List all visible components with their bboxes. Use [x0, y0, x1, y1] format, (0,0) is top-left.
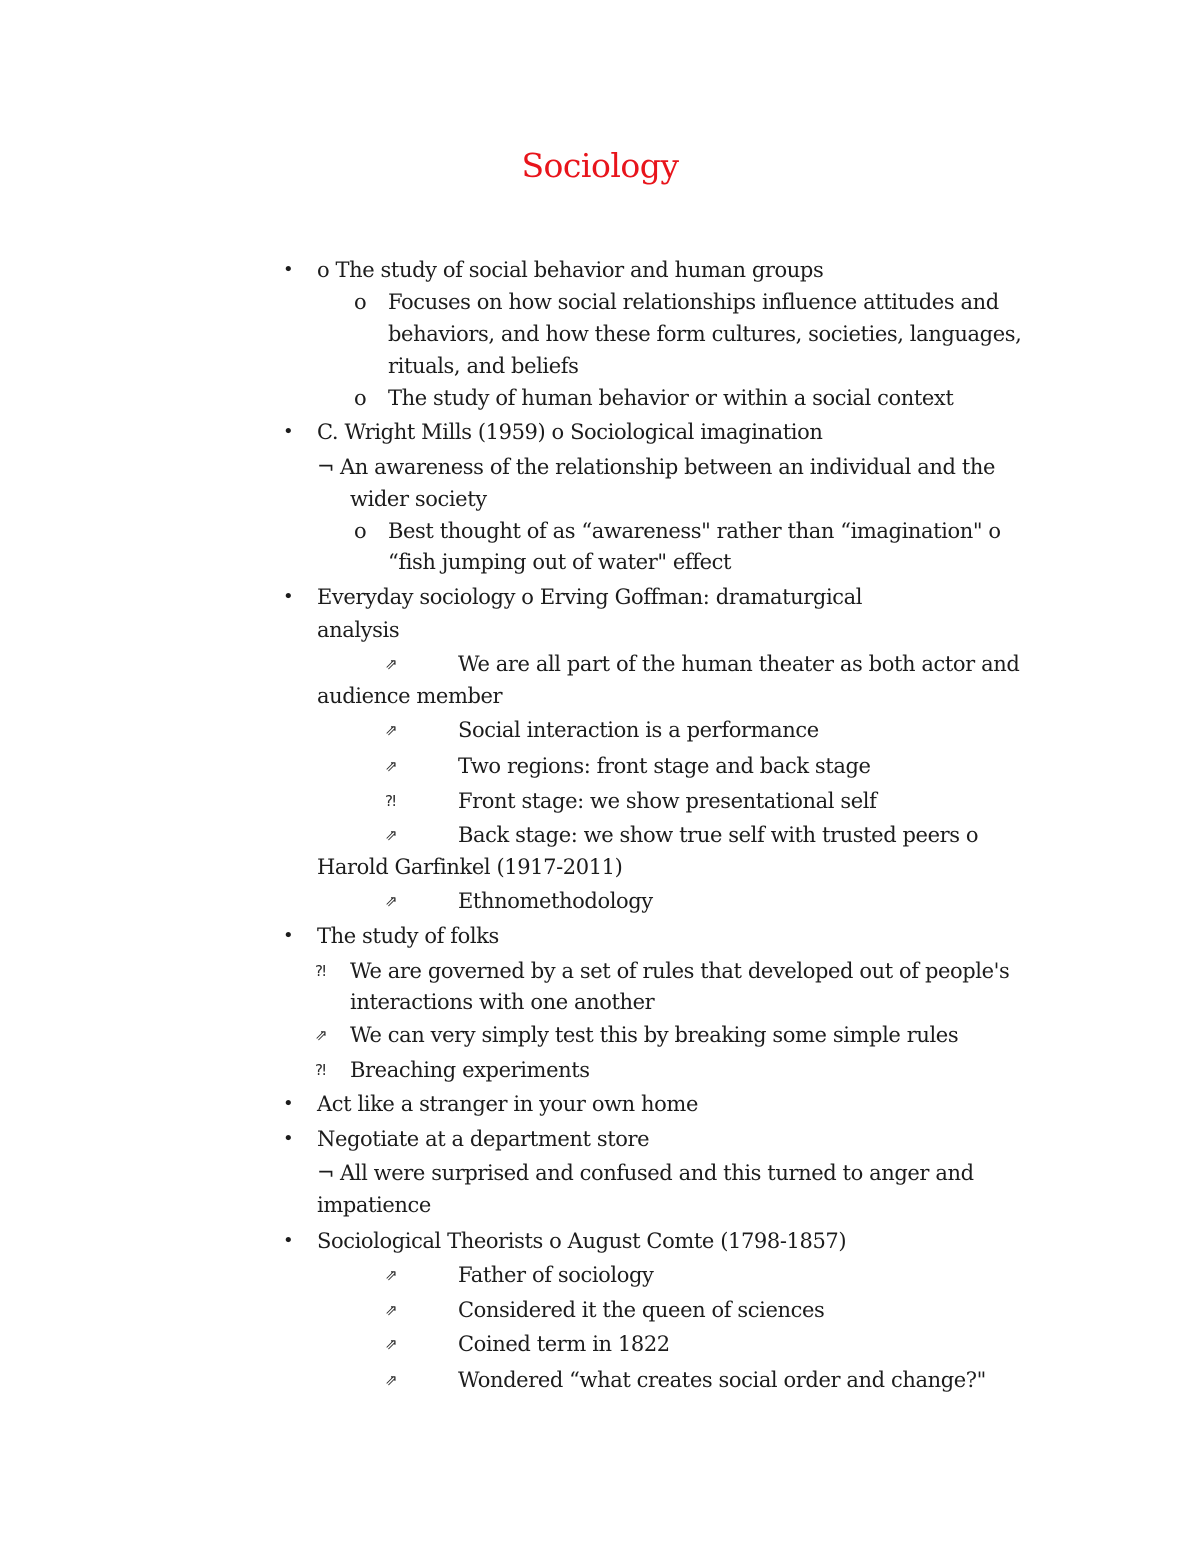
text-line: Sociological Theorists o August Comte (1798-1857): [317, 1229, 847, 1253]
arrow-marker: ⇗: [385, 1371, 398, 1389]
text-line: impatience: [317, 1193, 431, 1217]
arrow-marker: ⇗: [385, 757, 398, 775]
text-line: Harold Garfinkel (1917-2011): [317, 855, 623, 879]
text-line: Focuses on how social relationships influence attitudes and: [388, 290, 999, 314]
not-marker: ¬: [317, 1161, 335, 1185]
arrow-marker: ⇗: [385, 1266, 398, 1284]
text-line: Front stage: we show presentational self: [458, 789, 877, 813]
arrow-marker: ⇗: [385, 1301, 398, 1319]
text-line: rituals, and beliefs: [388, 354, 579, 378]
bullet-marker: •: [283, 259, 294, 280]
bullet-marker: •: [283, 586, 294, 607]
bullet-marker: •: [283, 1128, 294, 1149]
text-line: audience member: [317, 684, 503, 708]
arrow-marker: ⇗: [315, 1026, 328, 1044]
text-line: Wondered “what creates social order and change?": [458, 1368, 986, 1392]
arrow-marker: ⇗: [385, 892, 398, 910]
bullet-marker: •: [283, 1093, 294, 1114]
text-line: We can very simply test this by breaking some simple rules: [350, 1023, 959, 1047]
not-marker: ¬: [317, 455, 335, 479]
text-line: analysis: [317, 618, 400, 642]
text-line: wider society: [350, 487, 487, 511]
text-line: behaviors, and how these form cultures, societies, languages,: [388, 322, 1022, 346]
bullet-marker: •: [283, 925, 294, 946]
text-line: Breaching experiments: [350, 1058, 590, 1082]
text-line: The study of human behavior or within a social context: [388, 386, 954, 410]
arrow-marker: ⇗: [385, 1335, 398, 1353]
text-line: Father of sociology: [458, 1263, 654, 1287]
arrow-marker: ⇗: [385, 655, 398, 673]
sub-marker: o: [354, 386, 367, 410]
question-marker: ⁈: [315, 962, 326, 980]
text-line: Considered it the queen of sciences: [458, 1298, 825, 1322]
text-line: The study of folks: [317, 924, 499, 948]
text-line: Ethnomethodology: [458, 889, 653, 913]
text-line: Act like a stranger in your own home: [317, 1092, 698, 1116]
page-title: Sociology: [521, 146, 679, 185]
sub-marker: o: [354, 519, 367, 543]
text-line: We are all part of the human theater as both actor and: [458, 652, 1020, 676]
text-line: All were surprised and confused and this turned to anger and: [340, 1161, 974, 1185]
text-line: Negotiate at a department store: [317, 1127, 650, 1151]
bullet-marker: •: [283, 1230, 294, 1251]
text-line: Coined term in 1822: [458, 1332, 670, 1356]
text-line: o The study of social behavior and human groups: [317, 258, 824, 282]
sub-marker: o: [354, 290, 367, 314]
text-line: Two regions: front stage and back stage: [458, 754, 871, 778]
text-line: An awareness of the relationship between an individual and the: [340, 455, 996, 479]
question-marker: ⁈: [385, 792, 396, 810]
text-line: We are governed by a set of rules that developed out of people's: [350, 959, 1010, 983]
text-line: interactions with one another: [350, 990, 655, 1014]
question-marker: ⁈: [315, 1061, 326, 1079]
arrow-marker: ⇗: [385, 721, 398, 739]
text-line: Social interaction is a performance: [458, 718, 819, 742]
text-line: C. Wright Mills (1959) o Sociological imagination: [317, 420, 823, 444]
text-line: Best thought of as “awareness" rather than “imagination" o: [388, 519, 1001, 543]
arrow-marker: ⇗: [385, 826, 398, 844]
text-line: Everyday sociology o Erving Goffman: dramaturgical: [317, 585, 863, 609]
text-line: Back stage: we show true self with trusted peers o: [458, 823, 979, 847]
text-line: “fish jumping out of water" effect: [388, 550, 732, 574]
bullet-marker: •: [283, 421, 294, 442]
